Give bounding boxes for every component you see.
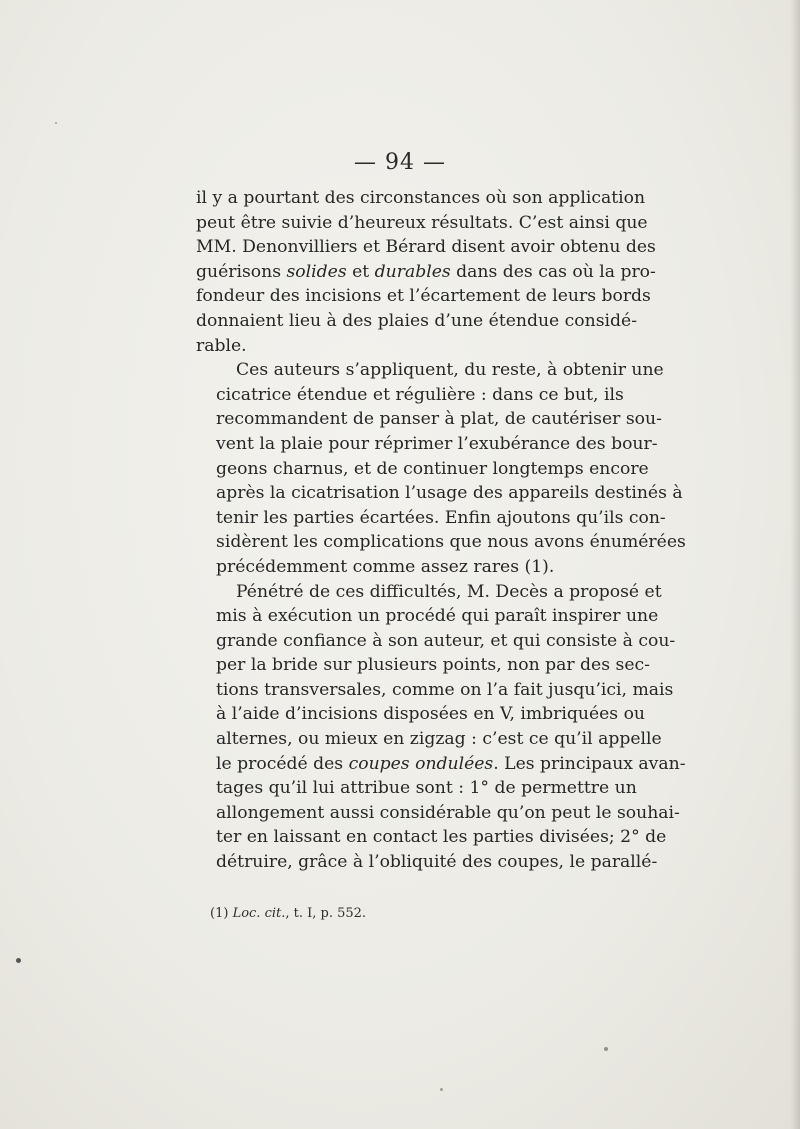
paper-speck bbox=[16, 958, 21, 963]
text-line: mis à exécution un procédé qui paraît inspirer une bbox=[216, 606, 659, 627]
text-line: guérisons solides et durables dans des cas où la pro- bbox=[196, 261, 656, 282]
text-line: à l’aide d’incisions disposées en V, imbriquées ou bbox=[216, 704, 646, 725]
text-line: précédemment comme assez rares (1). bbox=[216, 556, 555, 577]
text-line: per la bride sur plusieurs points, non par des sec- bbox=[216, 655, 650, 676]
text-line: le procédé des coupes ondulées. Les principaux avan- bbox=[216, 753, 686, 774]
text-line: Pénétré de ces difficultés, M. Decès a proposé et bbox=[236, 581, 662, 602]
text-line: recommandent de panser à plat, de cautériser sou- bbox=[216, 409, 662, 430]
page-number: — 94 — bbox=[354, 150, 446, 175]
text-line: geons charnus, et de continuer longtemps encore bbox=[216, 458, 649, 479]
text-line: peut être suivie d’heureux résultats. C’est ainsi que bbox=[196, 212, 648, 233]
text-line: allongement aussi considérable qu’on peut le souhai- bbox=[216, 802, 680, 823]
text-line: après la cicatrisation l’usage des appareils destinés à bbox=[216, 483, 683, 504]
text-line: grande confiance à son auteur, et qui consiste à cou- bbox=[216, 630, 676, 651]
footnote-reference: Loc. cit. bbox=[232, 906, 286, 921]
text-line: il y a pourtant des circonstances où son application bbox=[196, 188, 646, 208]
text-line: Ces auteurs s’appliquent, du reste, à obtenir une bbox=[236, 360, 664, 381]
paragraph-2 bbox=[196, 358, 686, 579]
text-line: alternes, ou mieux en zigzag : c’est ce qu’il appelle bbox=[216, 729, 662, 750]
text-line: rable. bbox=[196, 335, 247, 356]
text-line: détruire, grâce à l’obliquité des coupes, le parallé- bbox=[216, 852, 658, 873]
paper-speck bbox=[55, 122, 57, 124]
text-line: tenir les parties écartées. Enfin ajoutons qu’ils con- bbox=[216, 507, 666, 528]
paper-speck bbox=[440, 1088, 443, 1091]
body-text bbox=[196, 186, 686, 875]
paper-speck bbox=[604, 1047, 608, 1051]
footnote-marker: (1) bbox=[210, 906, 229, 921]
text-line: donnaient lieu à des plaies d’une étendue considé- bbox=[196, 310, 638, 331]
paragraph-1 bbox=[196, 186, 656, 358]
text-line: tions transversales, comme on l’a fait jusqu’ici, mais bbox=[216, 679, 674, 700]
paragraph-3 bbox=[196, 580, 686, 875]
footnote-detail: , t. I, p. 552. bbox=[285, 906, 367, 921]
text-line: tages qu’il lui attribue sont : 1° de permettre un bbox=[216, 778, 637, 799]
text-line: fondeur des incisions et l’écartement de leurs bords bbox=[196, 286, 651, 307]
text-line: cicatrice étendue et régulière : dans ce but, ils bbox=[216, 384, 624, 405]
footnote bbox=[210, 906, 366, 921]
text-line: MM. Denonvilliers et Bérard disent avoir obtenu des bbox=[196, 237, 656, 258]
text-line: vent la plaie pour réprimer l’exubérance des bour- bbox=[216, 433, 658, 454]
text-line: ter en laissant en contact les parties divisées; 2° de bbox=[216, 827, 667, 848]
text-line: sidèrent les complications que nous avons énumérées bbox=[216, 532, 686, 553]
